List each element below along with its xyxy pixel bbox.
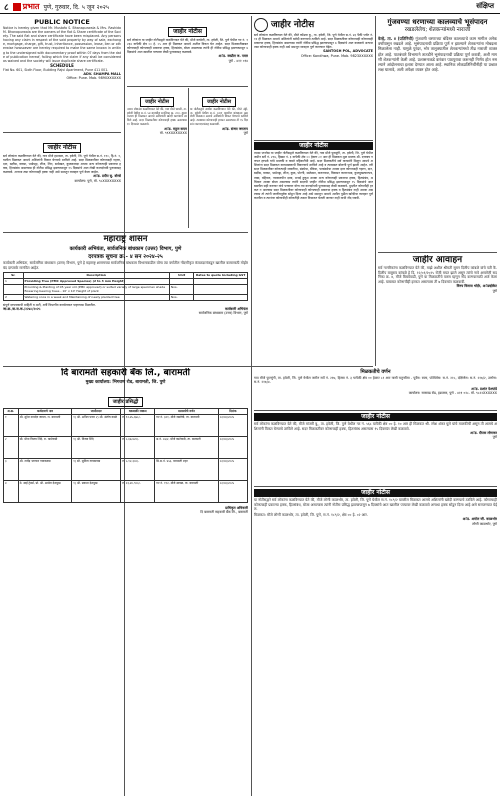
bank-notice bbox=[3, 368, 248, 796]
divider bbox=[254, 410, 497, 411]
table-cell: ०२/०६/२०२५ bbox=[218, 480, 247, 502]
jaher-notice-6 bbox=[254, 413, 497, 440]
table-cell: १ bbox=[4, 414, 19, 436]
divider bbox=[254, 140, 373, 141]
logo-text: प्रभात bbox=[22, 2, 40, 11]
notice-body: Notice is hereby given that Mr. Mustafa S. Bhanapurwala & Mrs. Rashida M. Bhanapurwala are the owners of the flat & Share certificate of the Society. The said flat and share certificate have been misplaced. Any persons having any claim in respect of the said property by way of sale, exchange, mortgage, charge, gift, trust, inheritance, possession, lease, lien or otherwise howsoever are hereby required to make the same known in writing to the undersigned with documentary proof within 07 days from the date of publication hereof, failing which the claim if any shall be considered as waived and the society will issue duplicate share certificate. bbox=[3, 26, 121, 63]
table-header: थकबाकी रक्कम bbox=[121, 409, 155, 415]
table-row bbox=[4, 414, 248, 436]
bank-subtitle: मुख्य कार्यालय: भिगवण रोड, बारामती, जि. पुणे bbox=[85, 380, 166, 385]
tender-title: महाराष्ट्र शासन bbox=[103, 234, 148, 244]
jaher-notice-3 bbox=[127, 88, 187, 188]
table-cell: Nos. bbox=[169, 285, 193, 295]
signature: अॅड. राहुल कदम bbox=[164, 126, 187, 131]
tender-notice-line: दरपत्रक सूचना क्र.- ४ सन २०२४-२५ bbox=[88, 254, 163, 260]
notice-body: सर्व लोकांना या जाहीर नोटीसद्वारे कळविण्यात येते की, मौजे वाघोली, ता. हवेली, जि. पुणे येथील गट नं. १२३४ यापैकी क्षेत्र ०० हे. ०५ आर ही मिळकत आमचे अशील विकत घेत आहेत. सदर मिळकतीबाबत कोणाचाही कोणत्याही प्रकारचा हक्क, हितसंबंध, बोजा असल्यास त्यांनी ही नोटीस प्रसिद्ध झाल्यापासून ७ दिवसांचे आत खालील पत्त्यावर लेखी पुराव्यासह कळवावे. bbox=[127, 38, 248, 55]
table-row bbox=[4, 294, 248, 300]
divider bbox=[3, 132, 121, 133]
bank-table bbox=[3, 408, 248, 503]
divider bbox=[127, 86, 248, 87]
table-row bbox=[4, 436, 248, 458]
table-cell: २ bbox=[4, 436, 19, 458]
news-body: गुंजवणी धरणाच्या बंदिस्त कालव्याचे काम मागील अनेक वर्षांपासून रखडले आहे. भूसंपादनाची प्रक्रिया पूर्ण न झाल्याने शेतकऱ्यांना मोबदला मिळालेला नाही. यामुळे पुरंदर, भोर तालुक्यातील शेतकऱ्यांमध्ये तीव्र नाराजी व्यक्त होत आहे. पाटबंधारे विभागाने तातडीने भूसंपादनाची प्रक्रिया पूर्ण करावी, अशी मागणी शेतकऱ्यांनी केली आहे. प्रशासनाकडे वारंवार पाठपुरावा करूनही निर्णय होत नसल्याने आंदोलनाचा इशारा देण्यात आला आहे. स्थानिक लोकप्रतिनिधींनीही या प्रश्नात लक्ष घालावे, अशी अपेक्षा व्यक्त होत आहे. bbox=[378, 36, 497, 73]
table-header: Description bbox=[23, 273, 169, 279]
jaher-notice-5 bbox=[254, 18, 373, 138]
divider bbox=[3, 232, 248, 233]
signature: अॅड. संजय जगताप bbox=[221, 126, 248, 131]
large-notice bbox=[254, 142, 373, 364]
bank-title: दि बारामती सहकारी बँक लि., बारामती bbox=[61, 368, 190, 378]
table-cell: १) श्री. अनिल पवार २) श्री. संतोष काळे bbox=[72, 414, 121, 436]
signature-sub: पुणे bbox=[492, 288, 497, 293]
masthead bbox=[0, 0, 500, 14]
signature-sub: पुणे bbox=[243, 130, 248, 135]
table-cell: श्री. सुरेश नामदेव जाधव, रा. बारामती bbox=[18, 414, 72, 436]
table-cell: ४ bbox=[4, 480, 19, 502]
tender-notice bbox=[3, 234, 248, 364]
page-number: ८ bbox=[4, 3, 9, 13]
table-row bbox=[4, 480, 248, 502]
logo-icon bbox=[13, 3, 21, 11]
table-header: Rates to quote Including GST bbox=[194, 273, 248, 279]
signature: अॅड. प्रशांत देशपांडे bbox=[471, 386, 497, 391]
notice-title: जाहीर नोटीस bbox=[271, 19, 315, 30]
notice-title-bar bbox=[254, 413, 497, 421]
table-row bbox=[4, 458, 248, 480]
table-cell: 2 bbox=[4, 294, 24, 300]
table-cell: रु. ५,१२,३००/- bbox=[121, 458, 155, 480]
public-appeal bbox=[378, 255, 497, 365]
table-cell: ०२/०६/२०२५ bbox=[218, 436, 247, 458]
signature: कार्यकारी अभियंता bbox=[224, 307, 248, 312]
large-notice-continued bbox=[254, 368, 497, 796]
notice-body: तमाम लोकांना कळविण्यात येते की, गाव मौजे धायरी, ता. हवेली येथील स.नं. ५४ यामधील सदनिका क्र. २०३, दुसरा मजला ही मिळकत आमचे अशिलांनी खरेदी करण्याचे ठरविले आहे. सदर मिळकतीवर कोणाचाही हक्क असल्यास १० दिवसांत कळवावे. bbox=[127, 107, 187, 126]
table-cell: गट नं. ११२, मौजे सावळ, ता. बारामती bbox=[155, 480, 218, 502]
table-cell bbox=[194, 294, 248, 300]
table-cell: Providing Tree (PMC Approved Species) (2 to 3 mm Height) bbox=[23, 279, 169, 285]
signature-sub: सार्वजनिक बांधकाम (उत्तर) विभाग, पुणे bbox=[198, 311, 248, 316]
table-cell bbox=[4, 285, 24, 295]
notice-title: PUBLIC NOTICE bbox=[34, 18, 90, 26]
notice-body: या नोटीसद्वारे सर्वांना कळविण्यात येते की, मौजे उंड्री, ता. हवेली येथील स.नं. ३२/१ यावरील बांधकाम असलेली मिळकत आमचे अशिलांनी विकत घेण्याचे ठरविले आहे. त्याबाबत कोणाचाही हरकत असल्यास ती १५ दिवसांत कागदपत्रांसह कळवावी. bbox=[190, 107, 248, 126]
table-cell: १) श्री. विजय शिंदे bbox=[72, 436, 121, 458]
table-cell: सि.स.नं. ४५६, बारामती शहर bbox=[155, 458, 218, 480]
jaher-notice-1 bbox=[3, 134, 121, 230]
table-cell: मे. साई ट्रेडर्स, प्रो. श्री. अमोल देशमुख bbox=[18, 480, 72, 502]
table-cell: गट नं. ३२१, मौजे जळोची, ता. बारामती bbox=[155, 414, 218, 436]
table-cell: रु. २३,४०,९००/- bbox=[121, 480, 155, 502]
table-header: मालमत्तेचे वर्णन bbox=[155, 409, 218, 415]
signature-sub: पुणे - ४११ ०१४ bbox=[228, 58, 248, 63]
notice-body: सर्व लोकांना कळविण्यात येते की, मौजे मांजरी बु., ता. हवेली, जि. पुणे येथील गट नं. ५६८ यापैकी क्षेत्र ०० हे. १० आर ही मिळकत श्री. रमेश शंकर घुले यांचे मालकीची असून ती आमचे अशिलांनी विकत घेण्याचे ठरविले आहे. सदर मिळकतीवर कोणाचाही हक्क, हितसंबंध असल्यास १५ दिवसांत लेखी कळवावे. bbox=[254, 422, 497, 431]
notice-body: तमाम जनतेस या जाहीर नोटीसद्वारे कळविण्यात येते की, गाव मौजे फुरसुंगी, ता. हवेली, जि. पुणे येथील जमीन सर्वे नं. २१७, हिस्सा नं. ३ यापैकी क्षेत्र ०० हेक्टर ८१ आर ही मिळकत मूळ मालक श्री. दत्तात्रय गणपत हरपळे यांचे मालकी व कब्जे वहिवाटीची आहे. सदर मिळकतीचे सर्व वारसांनी मिळून आमचे अशिलांना सदर मिळकत कायमस्वरूपी विकण्याचे ठरविले आहे व त्याबाबत बोलणी पूर्ण झाली आहेत. तरी सदर मिळकतीवर कोणत्याही व्यक्तीचा, संस्थेचा, बँकेचा, पतसंस्थेचा अथवा इतर कोणाचाही गहाण, दान, बक्षीस, वारसा, भाडेपट्टा, लीज, कुळ, पोटगी, साठेखत, करारनामा, विकसन करारनामा, कुलमुखत्यारपत्र, ताबा, वहिवाट, न्यायालयीन दावा, मनाई हुकूम अथवा अन्य कोणत्याही प्रकारचा हक्क, हितसंबंध, अधिकार अथवा बोजा असल्यास त्यांनी सदरची जाहीर नोटीस प्रसिद्ध झाल्यापासून १५ दिवसांचे आत खालील सही करणार यांचे पत्त्यावर योग्य त्या कागदोपत्री पुराव्यासह लेखी कळवावे. मुदतीत कोणतीही हरकत न आल्यास सदर मिळकतीवर कोणाचाही कोणत्याही प्रकारचा हक्क व हितसंबंध नाही अथवा असल्यास तो त्यांनी जाणीवपूर्वक सोडून दिला आहे असे समजून आमचे अशील पुढील खरेदीचा व्यवहार पूर्ण करतील व त्यानंतर कोणाचीही कोणतीही तक्रार विचारात घेतली जाणार नाही याची नोंद घ्यावी. bbox=[254, 151, 373, 201]
notice-title: जाहीर नोटीस bbox=[361, 489, 390, 496]
table-header: Unit bbox=[169, 273, 193, 279]
tender-table bbox=[3, 272, 248, 301]
signature: अॅड. प्रदीप सु. बोरसे bbox=[93, 174, 121, 179]
divider bbox=[3, 366, 373, 367]
column-divider bbox=[375, 16, 376, 366]
tender-body: कार्यकारी अभियंता, सार्वजनिक बांधकाम (उत्तर) विभाग, पुणे हे महाराष्ट्र शासनाच्या सार्वजनिक बांधकाम विभागाकडील योग्य त्या वर्गातील नोंदणीकृत कंत्राटदारांकडून खालील कामासाठी मोहोरबंद दरपत्रके मागवित आहेत. bbox=[3, 261, 248, 270]
signature: SANTOSH POL, ADVOCATE bbox=[323, 49, 373, 54]
signature-sub: मो. ९९XXXXXXXX bbox=[159, 130, 187, 135]
table-cell: ०२/०६/२०२५ bbox=[218, 458, 247, 480]
jaher-notice-4 bbox=[190, 88, 248, 228]
tender-ref: जा.क्र./स.स.क./२२४८/२०२५ bbox=[3, 307, 41, 312]
notice-body: या नोटीसद्वारे सर्व लोकांना कळविण्यात येते की, मौजे लोणी काळभोर, ता. हवेली, जि. पुणे येथील स.नं. १८९/२ यावरील मिळकत आमचे अशिलांनी खरेदी करण्याचे ठरविले आहे. कोणाचाही कोणत्याही प्रकारचा हक्क, हितसंबंध, बोजा असल्यास त्यांनी नोटीस प्रसिद्ध झाल्यापासून ७ दिवसांचे आत खालील पत्त्यावर लेखी कळवावे अन्यथा हक्क सोडून दिला आहे असे समजण्यात येईल. bbox=[254, 498, 497, 512]
signature-sub: Office: Kondhwa, Pune. Mob. 9823XXXXXX bbox=[300, 53, 373, 58]
table-cell: स.नं. ८७/२, मौजे काटेवाडी, ता. बारामती bbox=[155, 436, 218, 458]
schedule-title: SCHEDULE bbox=[50, 62, 74, 68]
table-header: कर्जदाराचे नाव bbox=[18, 409, 72, 415]
signature-sub: लोणी काळभोर, पुणे bbox=[472, 521, 497, 526]
column-divider bbox=[251, 16, 252, 796]
notice-title: जाहीर नोटीस bbox=[43, 143, 82, 153]
signature: ADV. SHAMPA MALL bbox=[83, 71, 121, 76]
signature-sub: कार्यालय: सासवड रोड, हडपसर, पुणे - ४११ ०२८. मो. ९८२२XXXXXX bbox=[408, 390, 497, 395]
seal-icon bbox=[254, 18, 268, 32]
table-cell: रु. १२,४५,६७८/- bbox=[121, 414, 155, 436]
table-cell: Nos. bbox=[169, 294, 193, 300]
table-cell: Providing & Planting of 05 year old (PMC approved) or sulted variety of large specimen shade flowering bearing trees - 10' x 10' Height of plant bbox=[23, 285, 169, 295]
schedule-text: मिळकत: मौजे लोणी काळभोर, ता. हवेली, जि. पुणे, स.नं. १८९/२, क्षेत्र ०० हे. ०२ आर. bbox=[254, 512, 368, 517]
signature: प्राधिकृत अधिकारी bbox=[225, 505, 248, 510]
newspaper-logo bbox=[13, 1, 40, 12]
schedule-title: मिळकतीचे वर्णन bbox=[360, 369, 391, 375]
table-header: दिनांक bbox=[218, 409, 247, 415]
table-cell: रु. ८,६७,४२०/- bbox=[121, 436, 155, 458]
schedule-text: गाव मौजे फुरसुंगी, ता. हवेली, जि. पुणे येथील जमीन सर्वे नं. २१७, हिस्सा नं. ३ यापैकी क्षेत्र ०० हेक्टर ८१ आर यासी चतुःसीमा - पूर्वेस: रस्ता, पश्चिमेस: स.नं. २१८, दक्षिणेस: स.नं. २१७/२, उत्तरेस: स.नं. २१७/४. bbox=[254, 376, 497, 385]
table-header: अ.क्र. bbox=[4, 409, 19, 415]
notice-title: जाहीर आवाहन bbox=[412, 255, 463, 265]
table-cell: १) सौ. सुनिता गायकवाड bbox=[72, 458, 121, 480]
news-headline: गुंजवण्या धरणाच्या कालव्याचे भूसंपादन bbox=[387, 18, 488, 26]
notice-body: सर्व लोकांना कळविण्यात येते की, गाव मौजे हडपसर, ता. हवेली, जि. पुणे येथील स.नं. ११०, हि.नं. १, यातील मिळकत आमचे अशिलांनी विकत घेण्याचे ठरविले आहे. सदर मिळकतीवर कोणाचाही गहाण, दान, बक्षीस, वारसा, भाडेपट्टा, लीज, लिन, साठेखत, कुळकायदा अथवा अन्य कोणत्याही प्रकारचा हक्क, हितसंबंध असल्यास ही नोटीस प्रसिद्ध झाल्यापासून १५ दिवसांचे आत लेखी कागदोपत्री पुराव्यासह कळवावे. अन्यथा तसा कोणाचाही हक्क नाही असे समजून व्यवहार पूर्ण केला जाईल. bbox=[3, 154, 121, 175]
jaher-notice-7 bbox=[254, 489, 497, 526]
signature: अॅड. अमोल जी. काळभोर bbox=[462, 517, 497, 522]
table-header: Sr. bbox=[4, 273, 24, 279]
notice-title: जाहीर नोटीस bbox=[168, 27, 207, 37]
divider bbox=[188, 88, 189, 228]
notice-title: जाहीर नोटीस bbox=[202, 97, 236, 107]
table-cell: श्री. राजेंद्र भगवान गायकवाड bbox=[18, 458, 72, 480]
notice-body: सर्व नागरिकांना कळविण्यात येते की, माझे अशील श्रीमती सुमन दिलीप कांबळे यांचे पती कै. दिलीप बाबुराव कांबळे हे दि. १२/०१/२०२५ रोजी मयत झाले असून त्यांचे नावे असलेली सदनिका क्र. ४, मौजे बिबवेवाडी, पुणे या मिळकतीचे वारस म्हणून नोंद करण्यासाठी अर्ज केला आहे. याबाबत कोणाचीही हरकत असल्यास ती ७ दिवसांत कळवावी. bbox=[378, 266, 497, 284]
tender-footer: संपूर्ण दरपत्रकाची माहिती व अटी, शर्ती विभागीय कार्यालयात पाहण्यास मिळतील. bbox=[3, 302, 96, 307]
section-name: संक्षिप्त bbox=[476, 2, 494, 10]
bank-sub2: जाहीर प्रसिद्धी bbox=[108, 397, 144, 407]
jaher-notice-2 bbox=[127, 18, 248, 84]
signature-sub: दि बारामती सहकारी बँक लि., बारामती bbox=[200, 510, 248, 515]
table-cell: सौ. मीना विजय शिंदे, रा. काटेवाडी bbox=[18, 436, 72, 458]
notice-title: जाहीर नोटीस bbox=[361, 413, 390, 420]
notice-title: जाहीर नोटीस bbox=[299, 142, 328, 149]
notice-title-bar bbox=[254, 142, 373, 150]
table-cell: 1 bbox=[4, 279, 24, 285]
table-header: जामीनदार bbox=[72, 409, 121, 415]
notice-body: सर्व लोकांना कळविण्यात येते की, मौजे कोंढवा बु., ता. हवेली, जि. पुणे येथील स.नं. ४६ पैकी प्लॉट नं. १२ ही मिळकत आमचे अशिलांनी खरेदी करण्याचे ठरविले आहे. सदर मिळकतीवर कोणाचाही कोणत्याही प्रकारचा हक्क, हितसंबंध असल्यास त्यांनी नोटीस प्रसिद्ध झाल्यापासून ७ दिवसांचे आत कळवावे अन्यथा तसा कोणाचाही हक्क नाही असे समजून व्यवहार पूर्ण करण्यात येईल. bbox=[254, 33, 373, 50]
table-cell: ०२/०६/२०२५ bbox=[218, 414, 247, 436]
signature: विनय विलास भोईर, अॅडव्होकेट bbox=[456, 284, 497, 289]
table-row bbox=[4, 285, 248, 295]
divider bbox=[254, 486, 497, 487]
news-dateline: वेल्हे, ता. ४ (प्रतिनिधी) bbox=[378, 36, 414, 41]
public-notice-english bbox=[3, 18, 121, 130]
signature-sub: पुणे bbox=[492, 435, 497, 440]
signature: अॅड. स्वप्नील ज. पवार bbox=[218, 54, 248, 59]
table-cell: Watering once in a week and Maintaining of newly planted tree bbox=[23, 294, 169, 300]
signature-sub: कार्यालय: पुणे, मो. ९८XXXXXXXX bbox=[74, 178, 121, 183]
signature: अॅड. दीपक लोणकर bbox=[470, 431, 497, 436]
table-cell: १) श्री. प्रकाश देशमुख bbox=[72, 480, 121, 502]
news-subheadline: रखडलेलेच; शेतकऱ्यांमध्ये नाराजी bbox=[404, 27, 471, 33]
signature-sub: Office: Pune. Mob. 9890XXXXXX bbox=[66, 76, 121, 81]
tender-subtitle: कार्यकारी अभियंता, सार्वजनिक बांधकाम (उत्तर) विभाग, पुणे bbox=[69, 246, 182, 252]
table-cell bbox=[194, 285, 248, 295]
notice-title-bar bbox=[254, 489, 497, 497]
table-cell: ३ bbox=[4, 458, 19, 480]
divider bbox=[378, 252, 497, 253]
date-line: पुणे, गुरुवार, दि. ५ जून २०२५ bbox=[43, 3, 109, 11]
notice-title: जाहीर नोटीस bbox=[140, 97, 174, 107]
schedule-text: Flat No. 601, Sixth Floor, Building Rajvi Apartment, Pune 411 001. bbox=[3, 67, 109, 72]
news-article bbox=[378, 18, 497, 250]
